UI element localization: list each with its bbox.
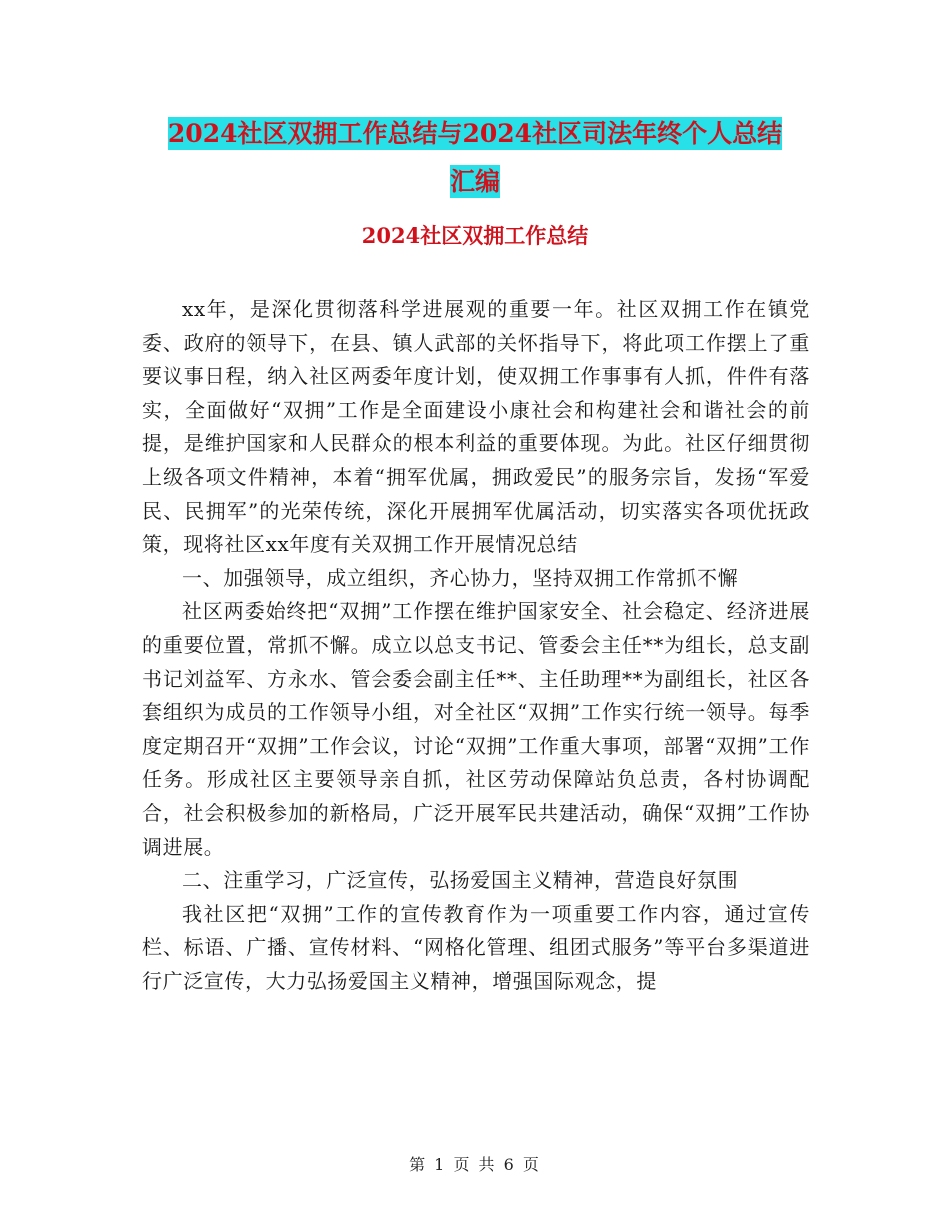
section-title: 2024社区双拥工作总结 <box>361 223 589 248</box>
document-title-line2: 汇编 <box>449 167 500 196</box>
heading-two: 二、注重学习，广泛宣传，弘扬爱国主义精神，营造良好氛围 <box>182 868 739 893</box>
paragraph-leadership: 社区两委始终把“双拥”工作摆在维护国家安全、社会稳定、经济进展的重要位置，常抓不懈。成立以总支书记、管委会主任**为组长，总支副书记刘益军、方永水、管会委会副主任**、主任助理**为副组长，社区各套组织为成员的工作领导小组，对全社区“双拥”工作实行统一领导。每季度定期召开“双拥”工作会议，讨论“双拥”工作重大事项，部署“双拥”工作任务。形成社区主要领导亲自抓，社区劳动保障站负总责，各村协调配合，社会积极参加的新格局，广泛开展军民共建活动，确保“双拥”工作协调进展。 <box>142 599 810 859</box>
document-title-line1: 2024社区双拥工作总结与2024社区司法年终个人总结 <box>167 119 783 148</box>
document-title <box>140 110 810 206</box>
paragraph-publicity: 我社区把“双拥”工作的宣传教育作为一项重要工作内容，通过宣传栏、标语、广播、宣传材料、“网格化管理、组团式服务”等平台多渠道进行广泛宣传，大力弘扬爱国主义精神，增强国际观念，提 <box>142 901 810 993</box>
page-footer: 第 1 页 共 6 页 <box>409 1155 541 1174</box>
paragraph-intro: xx年，是深化贯彻落科学进展观的重要一年。社区双拥工作在镇党委、政府的领导下，在县、镇人武部的关怀指导下，将此项工作摆上了重要议事日程，纳入社区两委年度计划，使双拥工作事事有人抓，件件有落实，全面做好“双拥”工作是全面建设小康社会和构建社会和谐社会的前提，是维护国家和人民群众的根本利益的重要体现。为此。社区仔细贯彻上级各项文件精神，本着“拥军优属，拥政爱民”的服务宗旨，发扬“军爱民、民拥军”的光荣传统，深化开展拥军优属活动，切实落实各项优抚政策，现将社区xx年度有关双拥工作开展情况总结 <box>142 297 810 557</box>
document-body <box>142 293 810 998</box>
heading-one: 一、加强领导，成立组织，齐心协力，坚持双拥工作常抓不懈 <box>182 565 739 590</box>
